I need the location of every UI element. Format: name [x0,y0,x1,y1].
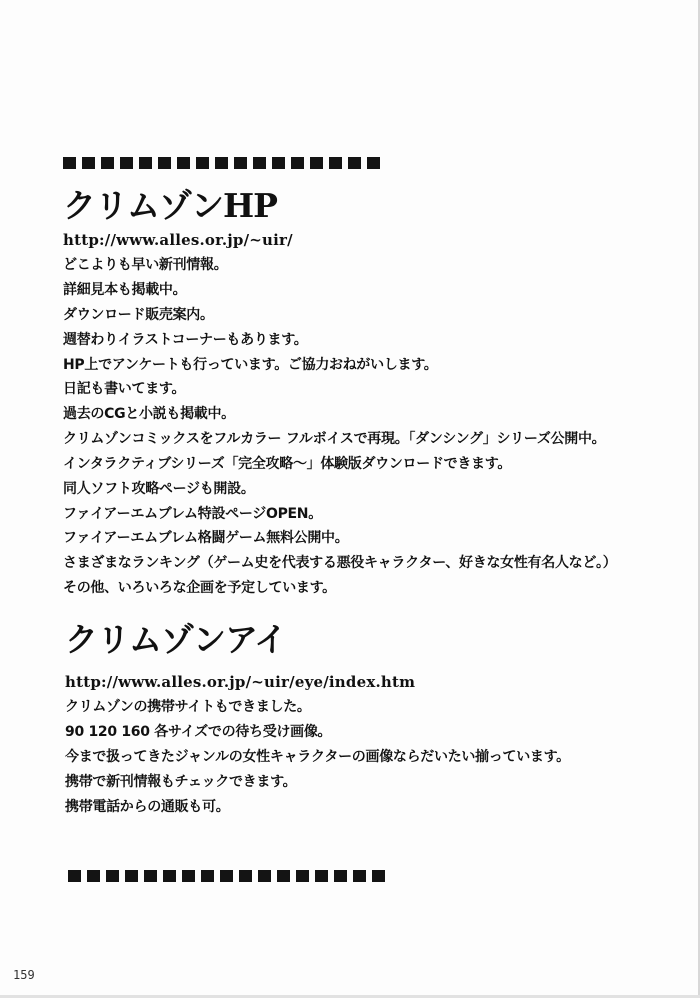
divider-square [348,157,361,169]
divider-square [334,870,347,882]
divider-square [144,870,157,882]
divider-square [215,157,228,169]
divider-square [372,870,385,882]
hp-line: インタラクティブシリーズ「完全攻略～」体験版ダウンロードできます。 [63,456,512,472]
hp-line: その他、いろいろな企画を予定しています。 [63,580,336,596]
divider-square [201,870,214,882]
hp-line: 同人ソフト攻略ページも開設。 [63,481,255,497]
divider-square [258,870,271,882]
divider-square [291,157,304,169]
divider-square [158,157,171,169]
hp-line: クリムゾンコミックスをフルカラー フルボイスで再現。「ダンシング」シリーズ公開中。 [63,431,606,447]
divider-square [68,870,81,882]
divider-square [101,157,114,169]
divider-square [310,157,323,169]
divider-square [82,157,95,169]
divider-square [139,157,152,169]
hp-line: さまざまなランキング（ゲーム史を代表する悪役キャラクター、好きな女性有名人など。） [63,555,617,571]
divider-square [234,157,247,169]
divider-square [63,157,76,169]
hp-line: どこよりも早い新刊情報。 [63,257,228,273]
section-title-crimson-hp: クリムゾンHP [63,186,277,225]
divider-square [106,870,119,882]
hp-url: http://www.alles.or.jp/~uir/ [63,231,293,249]
hp-line: 日記も書いてます。 [63,381,186,397]
divider-square [277,870,290,882]
divider-square [163,870,176,882]
section-title-crimson-eye: クリムゾンアイ [65,620,287,659]
divider-square [177,157,190,169]
eye-line: 今まで扱ってきたジャンルの女性キャラクターの画像ならだいたい揃っています。 [65,749,570,765]
eye-line: クリムゾンの携帯サイトもできました。 [65,699,311,715]
page-number: 159 [13,968,35,982]
hp-line: ファイアーエムブレム特設ページOPEN。 [63,506,322,522]
divider-square [329,157,342,169]
divider-square [220,870,233,882]
eye-url: http://www.alles.or.jp/~uir/eye/index.htm [65,673,416,691]
hp-line: ファイアーエムブレム格闘ゲーム無料公開中。 [63,530,349,546]
hp-line: ダウンロード販売案内。 [63,307,214,323]
divider-square [87,870,100,882]
divider-square [367,157,380,169]
divider-square [353,870,366,882]
eye-line: 携帯で新刊情報もチェックできます。 [65,774,297,790]
divider-square [272,157,285,169]
divider-square [296,870,309,882]
divider-square [125,870,138,882]
hp-line: 週替わりイラストコーナーもあります。 [63,332,308,348]
divider-square [182,870,195,882]
hp-line: HP上でアンケートも行っています。ご協力おねがいします。 [63,357,438,373]
divider-square [196,157,209,169]
bottom-square-divider [68,870,385,882]
divider-square [315,870,328,882]
eye-line: 携帯電話からの通販も可。 [65,799,230,815]
divider-square [253,157,266,169]
top-square-divider [63,157,380,169]
divider-square [239,870,252,882]
divider-square [120,157,133,169]
hp-line: 過去のCGと小説も掲載中。 [63,406,235,422]
hp-line: 詳細見本も掲載中。 [63,282,187,298]
eye-line: 90 120 160 各サイズでの待ち受け画像。 [65,724,332,740]
